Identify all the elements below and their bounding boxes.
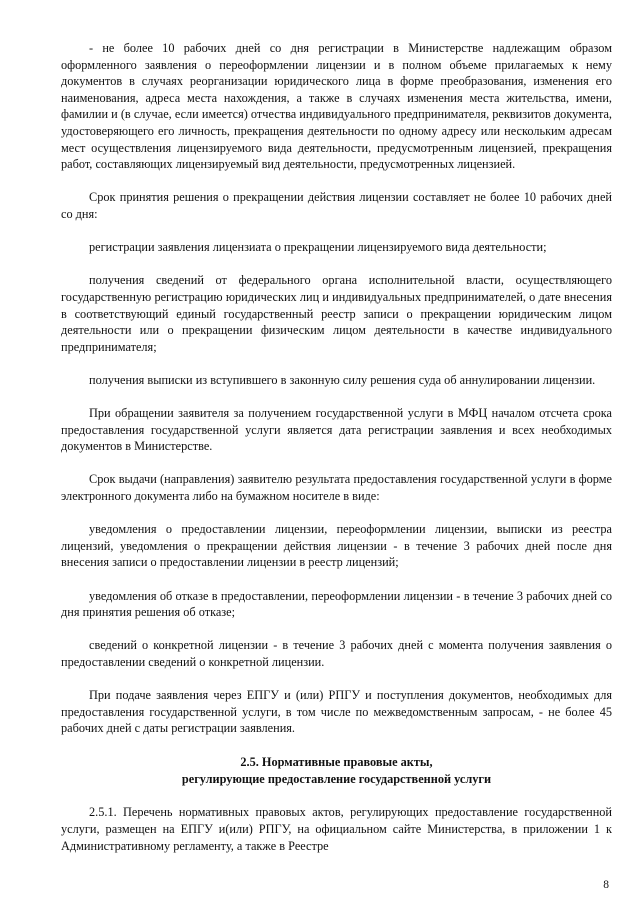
- paragraph-result-issue-term: Срок выдачи (направления) заявителю результата предоставления государственной услуги в форме электронного документа либо на бумажном носителе в виде:: [61, 472, 612, 504]
- paragraph-legal-acts-list: 2.5.1. Перечень нормативных правовых актов, регулирующих предоставление государственной услуги, размещен на ЕПГУ и(или) РПГУ, на официальном сайте Министерства, в приложении 1 к Административному регламенту, а также в Реестре: [61, 805, 612, 853]
- paragraph-licensee-application: регистрации заявления лицензиата о прекращении лицензируемого вида деятельности;: [89, 240, 547, 255]
- paragraph-mfc-application: При обращении заявителя за получением государственной услуги в МФЦ началом отсчета срока предоставления государственной услуги является дата регистрации заявления и всех необходимых документов в Министерстве.: [61, 406, 612, 454]
- document-page: [61, 40, 612, 871]
- paragraph-court-decision: получения выписки из вступившего в законную силу решения суда об аннулировании лицензии.: [89, 372, 596, 387]
- paragraph-federal-info: получения сведений от федерального органа исполнительной власти, осуществляющего государственную регистрацию юридических лиц и индивидуальных предпринимателей, о дате внесения в соответствующий единый государственный реестр записи о прекращении юридическим лицом деятельности или о прекращении физическим лицом деятельности в качестве индивидуального предпринимателя;: [61, 273, 612, 354]
- paragraph-license-reissue-term: - не более 10 рабочих дней со дня регистрации в Министерстве надлежащим образом оформленного заявления о переоформлении лицензии и в полном объеме прилагаемых к нему документов в случаях реорганизации юридического лица в форме преобразования, изменения его наименования, адреса места нахождения, а также в случаях изменения места жительства, имени, фамилии и (в случае, если имеется) отчества индивидуального предпринимателя, реквизитов документа, удостоверяющего его личность, прекращения деятельности по одному адресу или нескольким адресам мест осуществления лицензируемого вида деятельности, предусмотренным лицензией, прекращения работ, составляющих лицензируемый вид деятельности, предусмотренных лицензией.: [61, 41, 612, 172]
- section-heading: [61, 754, 612, 787]
- paragraph-license-info: сведений о конкретной лицензии - в течение 3 рабочих дней с момента получения заявления о предоставлении сведений о конкретной лицензии.: [61, 638, 612, 669]
- paragraph-epgu-application: При подаче заявления через ЕПГУ и (или) РПГУ и поступления документов, необходимых для предоставления государственной услуги, в том числе по межведомственным запросам, - не более 45 рабочих дней с даты регистрации заявления.: [61, 688, 612, 736]
- paragraph-termination-decision-term: Срок принятия решения о прекращении действия лицензии составляет не более 10 рабочих дней со дня:: [61, 190, 612, 221]
- paragraph-notification-refusal: уведомления об отказе в предоставлении, переоформлении лицензии - в течение 3 рабочих дней со дня принятия решения об отказе;: [61, 588, 612, 620]
- page-number: 8: [603, 879, 609, 891]
- section-heading-line-1: 2.5. Нормативные правовые акты,: [240, 755, 433, 770]
- section-heading-line-2: регулирующие предоставление государственной услуги: [181, 771, 492, 786]
- paragraph-notification-grant: уведомления о предоставлении лицензии, переоформлении лицензии, выписки из реестра лицензий, уведомления о прекращении действия лицензии - в течение 3 рабочих дней после дня внесения записи о предоставлении лицензии в реестр лицензий;: [61, 522, 612, 570]
